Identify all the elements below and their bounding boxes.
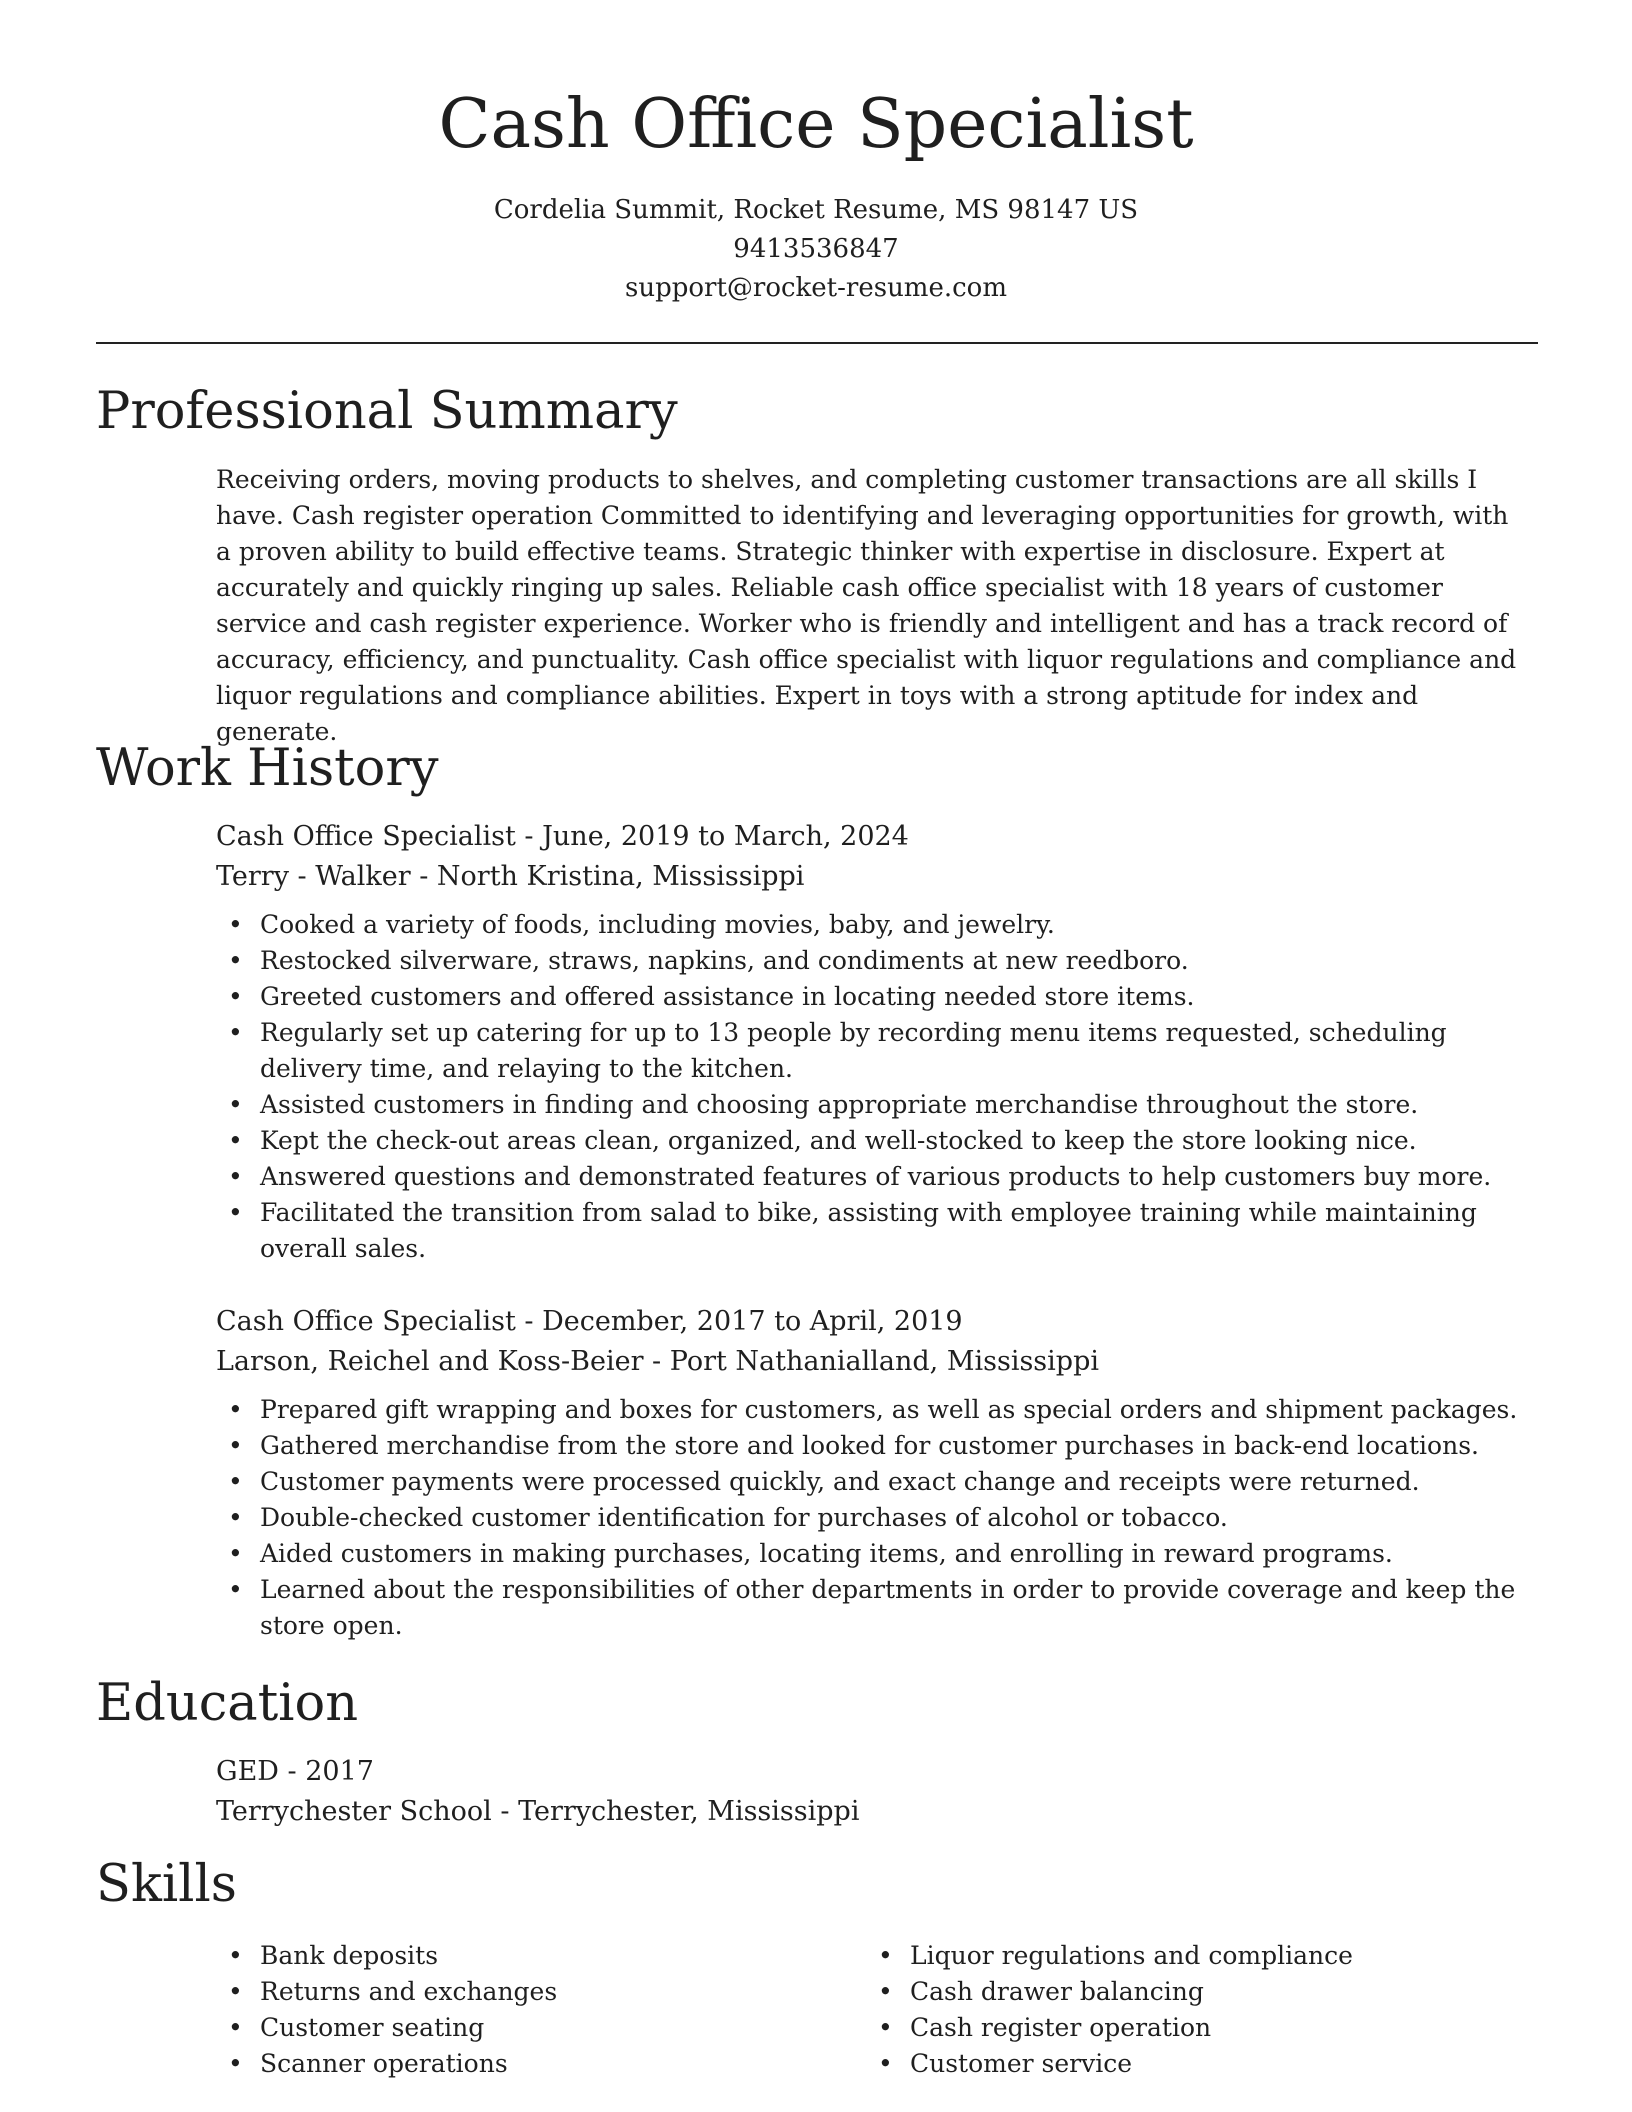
summary-heading: Professional Summary [96, 382, 678, 441]
list-item: • Restocked silverware, straws, napkins, and condiments at new reedboro. [216, 943, 1526, 979]
header-divider [96, 342, 1538, 344]
degree-line: GED - 2017 [216, 1756, 374, 1787]
contact-info [0, 191, 1632, 308]
list-item: • Greeted customers and offered assistance in locating needed store items. [216, 979, 1526, 1015]
list-item: • Cash register operation [866, 2010, 1506, 2046]
education-heading: Education [96, 1674, 359, 1733]
phone: 9413536847 [733, 234, 899, 264]
list-item: • Returns and exchanges [216, 1974, 856, 2010]
list-item: • Aided customers in making purchases, locating items, and enrolling in reward programs. [216, 1536, 1526, 1572]
summary-text: Receiving orders, moving products to shelves, and completing customer transactions are all skills I have. Cash register operation Committed to identifying and leveraging opportunities for growth, with a proven ability to build effective teams. Strategic thinker with expertise in disclosure. Expert at accurately and quickly ringing up sales. Reliable cash office specialist with 18 years of customer service and cash register experience. Worker who is friendly and intelligent and has a track record of accuracy, efficiency, and punctuality. Cash office specialist with liquor regulations and compliance and liquor regulations and compliance abilities. Expert in toys with a strong aptitude for index and generate. [216, 465, 1517, 746]
job-title-line: Cash Office Specialist - June, 2019 to March, 2024 [216, 821, 909, 852]
skills-right-list [866, 1938, 1506, 2082]
list-item: • Customer service [866, 2046, 1506, 2082]
list-item: • Cash drawer balancing [866, 1974, 1506, 2010]
list-item: • Bank deposits [216, 1938, 856, 1974]
list-item: • Assisted customers in finding and choosing appropriate merchandise throughout the store. [216, 1087, 1526, 1123]
skills-left-list [216, 1938, 856, 2082]
job-employer-line: Terry - Walker - North Kristina, Mississippi [216, 861, 805, 892]
list-item: • Double-checked customer identification for purchases of alcohol or tobacco. [216, 1500, 1526, 1536]
job-2 [216, 1302, 1526, 1644]
list-item: • Learned about the responsibilities of other departments in order to provide coverage and keep the store open. [216, 1572, 1526, 1644]
job-employer-line: Larson, Reichel and Koss-Beier - Port Nathanialland, Mississippi [216, 1346, 1099, 1377]
list-item: • Prepared gift wrapping and boxes for customers, as well as special orders and shipment packages. [216, 1392, 1526, 1428]
list-item: • Liquor regulations and compliance [866, 1938, 1506, 1974]
list-item: • Customer seating [216, 2010, 856, 2046]
job-1 [216, 817, 1526, 1267]
job-2-bullets [216, 1392, 1526, 1644]
job-title-line: Cash Office Specialist - December, 2017 to April, 2019 [216, 1306, 963, 1337]
skills-right-column [866, 1938, 1506, 2082]
list-item: • Cooked a variety of foods, including movies, baby, and jewelry. [216, 907, 1526, 943]
list-item: • Gathered merchandise from the store and looked for customer purchases in back-end locations. [216, 1428, 1526, 1464]
education-section [216, 1752, 1526, 1832]
job-1-bullets [216, 907, 1526, 1267]
list-item: • Kept the check-out areas clean, organized, and well-stocked to keep the store looking nice. [216, 1123, 1526, 1159]
address: Cordelia Summit, Rocket Resume, MS 98147 US [493, 195, 1139, 225]
summary-section [216, 462, 1526, 750]
resume-title: Cash Office Specialist [438, 85, 1194, 164]
school-line: Terrychester School - Terrychester, Mississippi [216, 1796, 860, 1827]
list-item: • Regularly set up catering for up to 13 people by recording menu items requested, scheduling delivery time, and relaying to the kitchen. [216, 1015, 1526, 1087]
list-item: • Scanner operations [216, 2046, 856, 2082]
email: support@rocket-resume.com [624, 273, 1007, 303]
list-item: • Facilitated the transition from salad to bike, assisting with employee training while maintaining overall sales. [216, 1195, 1526, 1267]
skills-heading: Skills [96, 1855, 237, 1914]
skills-left-column [216, 1938, 856, 2082]
list-item: • Answered questions and demonstrated features of various products to help customers buy more. [216, 1159, 1526, 1195]
work-heading: Work History [96, 739, 439, 798]
list-item: • Customer payments were processed quickly, and exact change and receipts were returned. [216, 1464, 1526, 1500]
